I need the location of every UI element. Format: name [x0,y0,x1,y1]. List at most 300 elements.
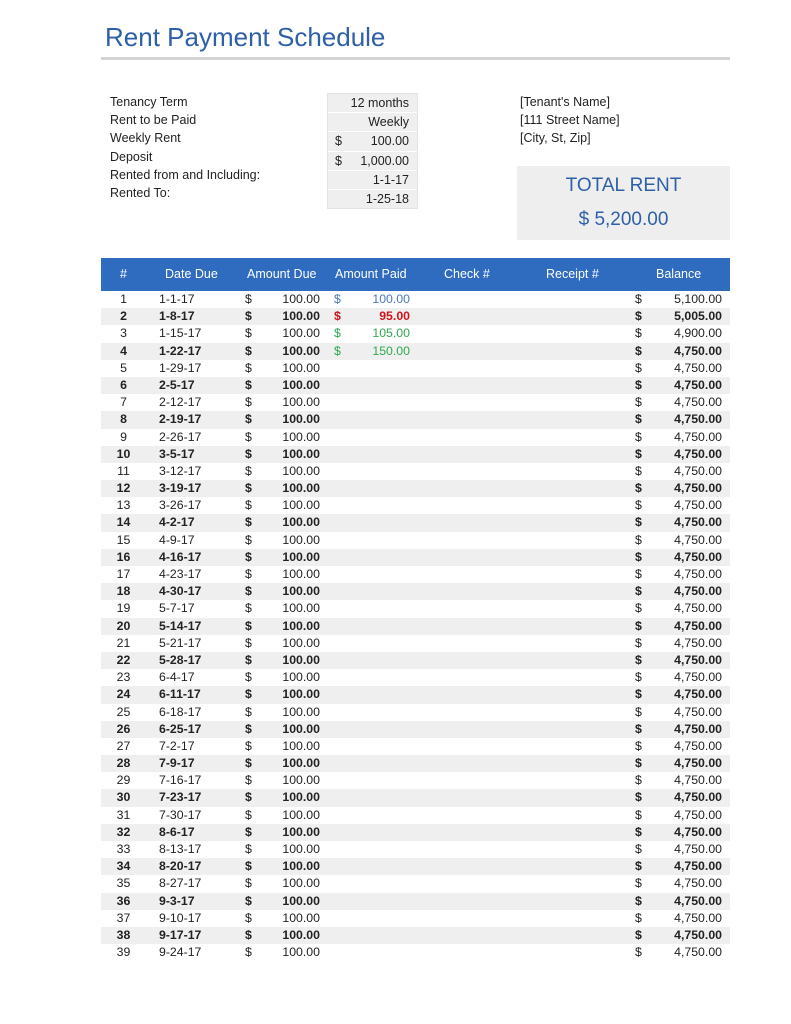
table-row[interactable] [101,772,730,789]
date-due: 6-4-17 [159,670,195,685]
currency-symbol: $ [635,601,642,616]
amount-due: 100.00 [282,790,320,805]
date-due: 9-17-17 [159,927,202,942]
table-row[interactable] [101,514,730,531]
total-rent-label: TOTAL RENT [565,175,682,196]
table-row[interactable] [101,411,730,428]
date-due: 4-30-17 [159,584,202,599]
balance: 4,750.00 [674,910,722,925]
row-number: 27 [116,738,131,753]
balance: 4,750.00 [674,687,722,702]
date-due: 8-20-17 [159,859,202,874]
currency-symbol: $ [245,652,252,667]
table-row[interactable] [101,291,730,308]
info-value-rent-frequency[interactable] [328,113,417,132]
table-row[interactable] [101,858,730,875]
balance: 4,750.00 [674,945,722,960]
row-number: 23 [116,670,131,685]
amount-due: 100.00 [282,326,320,341]
date-due: 2-19-17 [159,412,202,427]
amount-paid: 100.00 [372,292,410,306]
amount-due: 100.00 [282,807,320,822]
currency-symbol: $ [245,738,252,753]
amount-due: 100.00 [282,446,320,461]
table-row[interactable] [101,652,730,669]
payment-table-body [101,291,730,961]
balance: 4,750.00 [674,446,722,461]
info-value-tenancy-term[interactable] [328,94,417,113]
row-number: 12 [116,481,131,496]
currency-symbol: $ [245,567,252,581]
table-row[interactable] [101,377,730,394]
amount-due: 100.00 [282,945,320,960]
balance: 4,750.00 [674,670,722,685]
date-due: 5-21-17 [159,635,202,650]
row-number: 37 [116,910,131,925]
currency-symbol: $ [635,721,642,736]
currency-symbol: $ [245,756,252,771]
balance: 4,750.00 [674,463,722,478]
amount-due: 100.00 [282,377,320,392]
row-number: 15 [116,532,131,547]
balance: 4,750.00 [674,567,722,581]
currency-symbol: $ [635,687,642,702]
date-due: 2-26-17 [159,429,202,444]
amount-due: 100.00 [282,773,320,788]
amount-due: 100.00 [282,824,320,839]
balance: 4,750.00 [674,481,722,496]
balance: 4,750.00 [674,429,722,444]
table-row[interactable] [101,875,730,892]
date-due: 4-2-17 [159,515,195,530]
amount-due: 100.00 [282,910,320,925]
info-label-rent-frequency: Rent to be Paid [110,113,197,128]
balance: 4,750.00 [674,395,722,410]
row-number: 17 [116,567,131,581]
currency-symbol: $ [635,927,642,942]
currency-symbol: $ [635,549,642,564]
date-due: 2-5-17 [159,377,195,392]
info-value-text: 1,000.00 [360,153,409,168]
table-row[interactable] [101,824,730,841]
amount-due: 100.00 [282,721,320,736]
row-number: 5 [120,360,127,375]
info-label-deposit: Deposit [110,149,153,164]
column-header-amount-due: Amount Due [247,267,317,281]
info-value-text: 12 months [350,96,409,110]
currency-symbol: $ [245,859,252,874]
balance: 4,750.00 [674,756,722,771]
currency-symbol: $ [635,395,642,410]
date-due: 1-22-17 [159,343,202,358]
balance: 4,750.00 [674,601,722,616]
column-header-amount-paid: Amount Paid [335,267,407,281]
table-row[interactable] [101,927,730,944]
currency-symbol: $ [245,549,252,564]
row-number: 13 [116,498,131,513]
table-row[interactable] [101,463,730,480]
currency-symbol: $ [245,893,252,908]
table-row[interactable] [101,566,730,583]
table-row[interactable] [101,807,730,824]
table-row[interactable] [101,755,730,772]
row-number: 21 [116,635,131,650]
table-row[interactable] [101,893,730,910]
amount-due: 100.00 [282,567,320,581]
balance: 4,750.00 [674,618,722,633]
info-value-text: 100.00 [370,134,409,149]
balance: 4,750.00 [674,927,722,942]
currency-symbol: $ [245,876,252,891]
currency-symbol: $ [635,704,642,719]
balance: 4,750.00 [674,807,722,822]
amount-due: 100.00 [282,412,320,427]
balance: 4,750.00 [674,652,722,667]
currency-symbol: $ [245,309,252,324]
column-header-balance: Balance [656,267,702,281]
currency-symbol: $ [245,515,252,530]
balance: 4,750.00 [674,515,722,530]
table-header [101,258,730,291]
date-due: 7-30-17 [159,807,202,822]
table-row[interactable] [101,308,730,325]
row-number: 36 [116,893,131,908]
row-number: 30 [116,790,131,805]
table-row[interactable] [101,446,730,463]
row-number: 28 [116,756,131,771]
date-due: 1-1-17 [159,292,195,306]
info-label-tenancy-term: Tenancy Term [110,95,188,109]
balance: 4,750.00 [674,859,722,874]
currency-symbol: $ [334,292,341,306]
currency-symbol: $ [635,309,642,324]
date-due: 9-3-17 [159,893,195,908]
date-due: 1-15-17 [159,326,202,341]
table-row[interactable] [101,497,730,514]
column-header-number: # [120,267,127,281]
row-number: 8 [120,412,127,427]
amount-due: 100.00 [282,842,320,856]
date-due: 4-23-17 [159,567,202,581]
date-due: 6-11-17 [159,687,201,702]
info-value-rented-from[interactable] [328,171,417,190]
currency-symbol: $ [635,790,642,805]
row-number: 11 [117,463,130,478]
currency-symbol: $ [245,704,252,719]
date-due: 9-10-17 [159,910,202,925]
info-value-rented-to[interactable] [328,190,417,208]
date-due: 7-16-17 [159,773,202,788]
row-number: 33 [116,842,131,856]
currency-symbol: $ [245,824,252,839]
date-due: 7-23-17 [159,790,202,805]
currency-symbol: $ [635,292,642,306]
balance: 4,750.00 [674,790,722,805]
row-number: 4 [120,343,127,358]
date-due: 8-27-17 [159,876,202,891]
currency-symbol: $ [635,910,642,925]
table-row[interactable] [101,721,730,738]
amount-due: 100.00 [282,395,320,410]
currency-symbol: $ [245,842,252,856]
info-value-weekly-rent[interactable] [328,132,417,151]
amount-due: 100.00 [282,635,320,650]
info-value-text: Weekly [368,115,409,130]
table-row[interactable] [101,704,730,721]
row-number: 20 [116,618,131,633]
total-rent-box [517,166,730,240]
tenancy-info-values [327,93,418,209]
currency-symbol: $ [635,859,642,874]
row-number: 34 [116,859,131,874]
date-due: 4-9-17 [159,532,195,547]
date-due: 6-18-17 [159,704,202,719]
amount-due: 100.00 [282,343,320,358]
tenancy-info-labels [110,93,260,202]
currency-symbol: $ [245,360,252,375]
table-row[interactable] [101,325,730,342]
currency-symbol: $ [245,773,252,788]
tenant-street[interactable]: [111 Street Name] [520,113,620,128]
amount-due: 100.00 [282,670,320,685]
currency-symbol: $ [245,807,252,822]
balance: 4,750.00 [674,721,722,736]
currency-symbol: $ [635,773,642,788]
balance: 4,750.00 [674,412,722,427]
amount-due: 100.00 [282,463,320,478]
currency-symbol: $ [635,567,642,581]
amount-due: 100.00 [282,309,320,324]
balance: 4,750.00 [674,532,722,547]
amount-due: 100.00 [282,652,320,667]
amount-due: 100.00 [282,429,320,444]
currency-symbol: $ [245,601,252,616]
currency-symbol: $ [334,343,341,358]
row-number: 35 [116,876,131,891]
amount-due: 100.00 [282,859,320,874]
date-due: 3-12-17 [159,463,202,478]
row-number: 29 [116,773,131,788]
currency-symbol: $ [334,309,341,324]
amount-paid: 95.00 [379,309,410,324]
currency-symbol: $ [635,446,642,461]
currency-symbol: $ [245,927,252,942]
table-row[interactable] [101,549,730,566]
balance: 5,005.00 [674,309,722,324]
currency-symbol: $ [635,584,642,599]
row-number: 31 [116,807,131,822]
table-row[interactable] [101,480,730,497]
amount-due: 100.00 [282,549,320,564]
currency-symbol: $ [635,377,642,392]
currency-symbol: $ [245,687,252,702]
currency-symbol: $ [635,412,642,427]
currency-symbol: $ [635,343,642,358]
table-row[interactable] [101,343,730,360]
tenant-name[interactable]: [Tenant's Name] [520,95,610,109]
amount-paid: 105.00 [372,326,410,341]
date-due: 4-16-17 [159,549,202,564]
column-header-check-number: Check # [444,267,490,281]
balance: 4,750.00 [674,773,722,788]
date-due: 1-8-17 [159,309,195,324]
amount-due: 100.00 [282,618,320,633]
amount-due: 100.00 [282,601,320,616]
amount-due: 100.00 [282,532,320,547]
balance: 4,750.00 [674,704,722,719]
currency-symbol: $ [635,670,642,685]
balance: 4,750.00 [674,824,722,839]
balance: 4,750.00 [674,842,722,856]
amount-due: 100.00 [282,756,320,771]
date-due: 3-19-17 [159,481,202,496]
currency-symbol: $ [335,153,342,168]
row-number: 25 [116,704,131,719]
balance: 4,750.00 [674,360,722,375]
row-number: 2 [120,309,127,324]
balance: 4,750.00 [674,876,722,891]
table-row[interactable] [101,583,730,600]
currency-symbol: $ [245,790,252,805]
currency-symbol: $ [635,893,642,908]
table-row[interactable] [101,686,730,703]
currency-symbol: $ [635,515,642,530]
date-due: 8-6-17 [159,824,195,839]
info-value-text: 1-25-18 [365,191,409,206]
row-number: 7 [120,395,127,410]
total-rent-value: $ 5,200.00 [578,209,669,230]
balance: 4,750.00 [674,343,722,358]
date-due: 5-28-17 [159,652,202,667]
row-number: 10 [116,446,131,461]
row-number: 22 [116,652,131,667]
balance: 4,750.00 [674,893,722,908]
currency-symbol: $ [245,618,252,633]
row-number: 38 [116,927,131,942]
currency-symbol: $ [245,429,252,444]
currency-symbol: $ [245,463,252,478]
table-row[interactable] [101,944,730,961]
currency-symbol: $ [245,498,252,513]
row-number: 9 [120,429,127,444]
amount-due: 100.00 [282,704,320,719]
row-number: 16 [116,549,131,564]
table-row[interactable] [101,738,730,755]
table-row[interactable] [101,600,730,617]
title-divider [101,57,730,60]
amount-due: 100.00 [282,515,320,530]
currency-symbol: $ [635,738,642,753]
currency-symbol: $ [635,945,642,960]
amount-due: 100.00 [282,481,320,496]
date-due: 7-2-17 [159,738,195,753]
amount-due: 100.00 [282,292,320,306]
info-label-rented-from: Rented from and Including: [110,167,261,182]
date-due: 8-13-17 [159,842,202,856]
amount-due: 100.00 [282,876,320,891]
currency-symbol: $ [245,292,252,306]
amount-due: 100.00 [282,498,320,513]
date-due: 7-9-17 [159,756,195,771]
currency-symbol: $ [245,395,252,410]
row-number: 32 [116,824,131,839]
balance: 4,750.00 [674,584,722,599]
info-value-deposit[interactable] [328,152,417,171]
currency-symbol: $ [334,326,341,341]
tenant-city[interactable]: [City, St, Zip] [520,131,591,146]
row-number: 26 [116,721,131,736]
currency-symbol: $ [245,670,252,685]
balance: 4,750.00 [674,549,722,564]
table-row[interactable] [101,669,730,686]
table-row[interactable] [101,635,730,652]
amount-due: 100.00 [282,584,320,599]
currency-symbol: $ [635,360,642,375]
amount-due: 100.00 [282,893,320,908]
currency-symbol: $ [245,910,252,925]
balance: 4,750.00 [674,738,722,753]
currency-symbol: $ [635,498,642,513]
table-row[interactable] [101,360,730,377]
table-row[interactable] [101,429,730,446]
currency-symbol: $ [245,945,252,960]
row-number: 6 [120,377,127,392]
currency-symbol: $ [635,618,642,633]
column-header-receipt-number: Receipt # [546,267,599,281]
currency-symbol: $ [245,446,252,461]
date-due: 5-7-17 [159,601,195,616]
row-number: 39 [116,945,131,960]
currency-symbol: $ [245,635,252,650]
balance: 5,100.00 [674,292,722,306]
currency-symbol: $ [635,635,642,650]
currency-symbol: $ [635,756,642,771]
balance: 4,900.00 [674,326,722,341]
row-number: 14 [116,515,131,530]
amount-paid: 150.00 [372,343,410,358]
table-row[interactable] [101,910,730,927]
page-title: Rent Payment Schedule [105,22,386,52]
currency-symbol: $ [635,463,642,478]
balance: 4,750.00 [674,377,722,392]
currency-symbol: $ [635,326,642,341]
table-row[interactable] [101,618,730,635]
table-row[interactable] [101,394,730,411]
currency-symbol: $ [635,876,642,891]
tenant-address [520,93,620,148]
info-value-text: 1-1-17 [372,172,409,187]
currency-symbol: $ [635,481,642,496]
row-number: 18 [116,584,131,599]
table-row[interactable] [101,789,730,806]
table-row[interactable] [101,532,730,549]
row-number: 24 [116,687,131,702]
balance: 4,750.00 [674,635,722,650]
table-row[interactable] [101,841,730,858]
currency-symbol: $ [635,532,642,547]
currency-symbol: $ [635,652,642,667]
date-due: 3-26-17 [159,498,202,513]
amount-due: 100.00 [282,360,320,375]
currency-symbol: $ [635,842,642,856]
date-due: 5-14-17 [159,618,202,633]
column-header-date-due: Date Due [165,267,218,281]
amount-due: 100.00 [282,927,320,942]
currency-symbol: $ [245,532,252,547]
currency-symbol: $ [635,429,642,444]
currency-symbol: $ [245,721,252,736]
currency-symbol: $ [635,807,642,822]
